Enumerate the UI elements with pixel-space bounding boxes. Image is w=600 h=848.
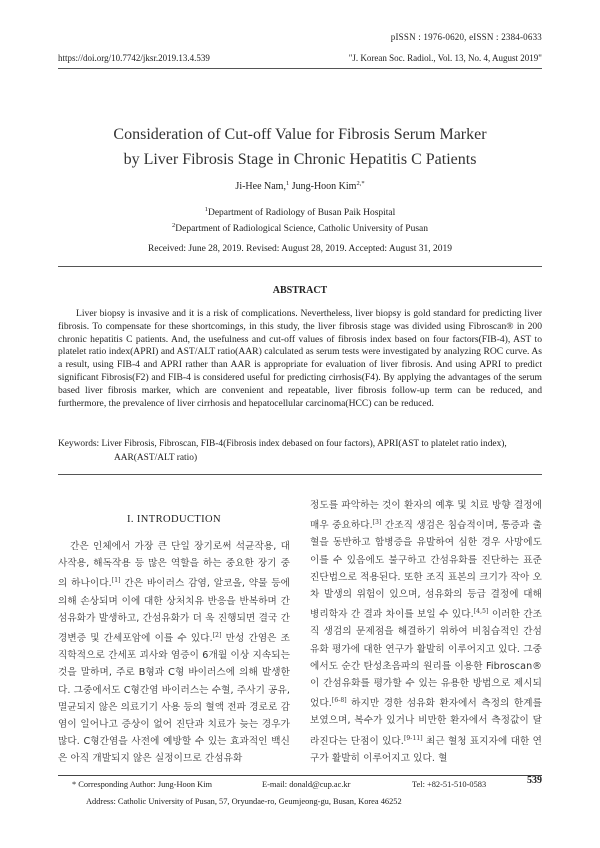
author-2: Jung-Hoon Kim <box>289 181 357 192</box>
keywords-line-1: Keywords: Liver Fibrosis, Fibroscan, FIB-4(Fibrosis index debased on four factors), APRI(AST to platelet ratio index), <box>58 439 507 449</box>
doi-link[interactable]: https://doi.org/10.7742/jksr.2019.13.4.539 <box>58 53 210 63</box>
title-line-2: by Liver Fibrosis Stage in Chronic Hepatitis C Patients <box>123 151 477 168</box>
introduction-heading: I. INTRODUCTION <box>126 514 222 525</box>
corresponding-author: * Corresponding Author: Jung-Hoon Kim <box>72 780 213 789</box>
journal-citation: "J. Korean Soc. Radiol., Vol. 13, No. 4, August 2019" <box>348 53 542 63</box>
ref-9-11[interactable]: [9-11] <box>403 734 423 742</box>
abstract-top-rule <box>58 266 542 267</box>
abstract-body: Liver biopsy is invasive and it is a risk of complications. Nevertheless, liver biopsy is gold standard for predicting liver fibrosis. To compensate for these shortcomings, in this study, the liver fibrosis stage was divided using Fibroscan® in 200 chronic hepatitis C patients. And, the usefulness and cut-off values of fibrosis index based on four factors(FIB-4), AST to platelet ratio index(APRI) and AST/ALT ratio(AAR) calculated as serum tests were investigated by analyzing ROC curve. As a result, using FIB-4 and APRI rather than AAR is appropriate for evaluation of liver fibrosis. And using APRI to predict significant Fibrosis(F2) and FIB-4 is considered useful for predicting cirrhosis(F4). By applying the advantages of the serum based liver fibrosis marker, which are convenient and repeatable, liver fibrosis follow-up term can be reduced, and furthermore, the prevalence of liver cirrhosis and hepatocellular carcinoma(HCC) can be reduced. <box>58 308 542 409</box>
footer-email[interactable]: E-mail: donald@cup.ac.kr <box>262 780 351 789</box>
ref-3[interactable]: [3] <box>372 519 382 527</box>
intro-right-text-4: 하지만 경한 섬유화 환자에서 측정의 한계를 보였으며, 복수가 있거나 비만한 환자에서 측정값이 달라진다는 단점이 있다. <box>310 698 542 747</box>
title-line-1: Consideration of Cut-off Value for Fibrosis Serum Marker <box>113 126 487 143</box>
footer-rule <box>58 775 542 776</box>
affiliation-1 <box>0 206 600 218</box>
footer-address: Address: Catholic University of Pusan, 57, Oryundae-ro, Geumjeong-gu, Busan, Korea 46252 <box>86 797 402 806</box>
intro-right-text-2: 간조직 생검은 침습적이며, 통증과 출혈을 동반하고 합병증을 유발하여 심한 경우 사망에도 이를 수 있음에도 불구하고 간섬유화를 진단하는 표준 진단법으로 적용된다. 또한 조직 표본의 크기가 작아 오차 발생의 위험이 있으며, 섬유화의 등급 결정에 대해 병리학자 간 결과 차이를 보일 수 있다. <box>310 520 542 621</box>
keywords <box>58 437 542 465</box>
issn-line: pISSN : 1976-0620, eISSN : 2384-0633 <box>390 32 542 42</box>
author-1-mark: 1 <box>285 180 290 187</box>
intro-right-text-3: 이러한 간조직 생검의 문제점을 해결하기 위하여 비침습적인 간섬유화 평가에 대한 연구가 활발히 이루어지고 있다. 그중에서도 순간 탄성초음파의 원리를 이용한 Fibroscan® 이 간섬유화를 평가할 수 있는 유용한 방법으로 제시되었다. <box>310 609 542 710</box>
header-rule <box>58 68 542 69</box>
intro-left-text-3: 만성 간염은 조직학적으로 간세포 괴사와 염증이 6개월 이상 지속되는 것을 말하며, 주로 B형과 C형 바이러스에 의해 발생한다. 그중에서도 C형간염 바이러스는 수혈, 주사기 공유, 멸균되지 않은 의료기기 사용 등의 혈액 전파 경로로 감염이 일어나고 증상이 없어 진단과 치료가 늦는 경우가 많다. C형간염을 사전에 예방할 수 있는 효과적인 백신은 아직 개발되지 않은 실정이므로 간섬유화 <box>58 633 291 765</box>
ref-2[interactable]: [2] <box>212 632 222 640</box>
intro-left-text-1: 간은 인체에서 가장 큰 단일 장기로써 석균작용, 대사작용, 해독작용 등 많은 역할을 하는 중요한 장기 중의 하나이다. <box>58 541 290 590</box>
intro-right-column <box>310 497 542 767</box>
ref-6-8[interactable]: [6-8] <box>331 697 347 705</box>
footer-tel: Tel: +82-51-510-0583 <box>412 780 487 789</box>
intro-left-text-2: 간은 바이러스 감염, 알코올, 약물 등에 의해 손상되며 이에 대한 상처치유 반응을 반복하며 간섬유화가 발생하고, 간섬유화가 더 욱 진행되면 결국 간경변증 및 간세포암에 이를 수 있다. <box>58 578 290 645</box>
intro-left-column <box>58 538 290 768</box>
affiliation-2 <box>0 222 600 234</box>
affiliation-2-mark: 2 <box>172 222 176 229</box>
affiliation-2-text: Department of Radiological Science, Catholic University of Pusan <box>175 224 428 234</box>
intro-right-text-5: 최근 혈청 표지자에 대한 연구가 활발히 이루어지고 있다. 혈 <box>310 735 542 764</box>
ref-4-5[interactable]: [4,5] <box>473 608 489 616</box>
keywords-bottom-rule <box>58 474 542 475</box>
author-list <box>0 180 600 192</box>
affiliation-1-mark: 1 <box>204 206 208 213</box>
keywords-line-2: AAR(AST/ALT ratio) <box>114 453 198 463</box>
author-1: Ji-Hee Nam, <box>235 181 286 192</box>
paper-title <box>40 122 560 172</box>
intro-right-text-1: 정도를 파악하는 것이 환자의 예후 및 치료 방향 결정에 매우 중요하다. <box>310 500 542 532</box>
affiliation-1-text: Department of Radiology of Busan Paik Hospital <box>207 208 396 218</box>
received-dates: Received: June 28, 2019. Revised: August 28, 2019. Accepted: August 31, 2019 <box>148 244 452 254</box>
abstract-heading: ABSTRACT <box>272 285 328 296</box>
page-number: 539 <box>527 775 542 786</box>
author-2-mark: 2,* <box>356 180 365 187</box>
ref-1[interactable]: [1] <box>111 577 121 585</box>
